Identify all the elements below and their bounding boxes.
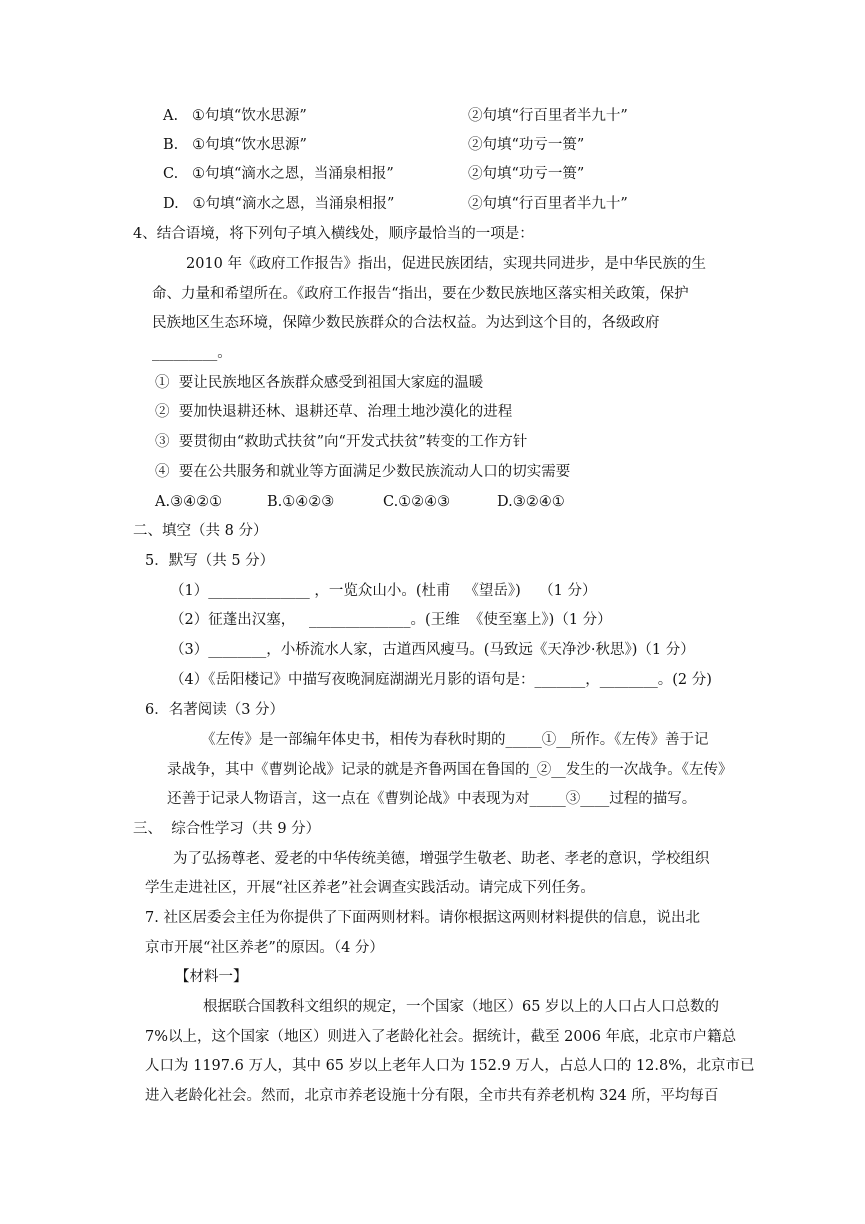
q3-option-b-left — [163, 135, 307, 155]
q4-choice: A.③④②① — [155, 494, 223, 510]
q4-item: ④ 要在公共服务和就业等方面满足少数民族流动人口的切实需要 — [155, 464, 571, 480]
q3-option-d-right: ②句填“行百里者半九十” — [468, 196, 628, 212]
q4-item: ② 要加快退耕还林、退耕还草、治理土地沙漠化的进程 — [155, 404, 513, 420]
q3-option-c-right: ②句填“功亏一篑” — [468, 166, 585, 182]
q6-title: 6．名著阅读（3 分） — [145, 702, 285, 718]
section-3-title: 三、 综合性学习（共 9 分） — [133, 821, 321, 837]
q4-choice: B.①④②③ — [267, 494, 335, 510]
q5-item: （3）________，小桥流水人家，古道西风瘦马。(马致远《天净沙·秋思》)（1 分） — [170, 642, 695, 658]
q5-item: （4）《岳阳楼记》中描写夜晚洞庭湖湖光月影的语句是：_______，________。(2 分) — [170, 672, 712, 688]
q4-item: ③ 要贯彻由“救助式扶贫”向“开发式扶贫”转变的工作方针 — [155, 434, 528, 450]
q4-passage-line: 2010 年《政府工作报告》指出，促进民族团结，实现共同进步，是中华民族的生 — [186, 256, 707, 272]
material-line: 进入老龄化社会。然而，北京市养老设施十分有限，全市共有养老机构 324 所，平均每百 — [145, 1088, 719, 1104]
section-2-title: 二、填空（共 8 分） — [133, 523, 268, 539]
q6-line: 录战争，其中《曹刿论战》记录的就是齐鲁两国在鲁国的_②__发生的一次战争。《左传》 — [167, 762, 733, 778]
q4-passage-blank: _________。 — [152, 345, 232, 361]
q6-line: 《左传》是一部编年体史书，相传为春秋时期的_____①__所作。《左传》善于记 — [201, 732, 709, 748]
q5-item: （1）______________ ，一览众山小。(杜甫 《望岳》) （1 分） — [170, 583, 597, 599]
q5-title: 5．默写（共 5 分） — [145, 553, 275, 569]
q3-option-letter: D. — [163, 196, 179, 212]
q7-stem: 京市开展“社区养老”的原因。（4 分） — [145, 940, 384, 956]
q3-option-letter: A. — [163, 108, 179, 124]
q3-option-letter: C. — [163, 166, 179, 182]
q3-option-d-left — [163, 194, 394, 214]
q3-option-letter: B. — [163, 137, 179, 153]
q4-passage-line: 命、力量和希望所在。《政府工作报告“指出，要在少数民族地区落实相关政策，保护 — [152, 286, 689, 302]
material-line: 根据联合国教科文组织的规定，一个国家（地区）65 岁以上的人口占人口总数的 — [203, 999, 720, 1015]
q6-line: 还善于记录人物语言，这一点在《曹刿论战》中表现为对_____③____过程的描写。 — [167, 791, 697, 807]
q3-option-text: ①句填“饮水思源” — [191, 108, 307, 124]
material-line: 7%以上，这个国家（地区）则进入了老龄化社会。据统计，截至 2006 年底，北京市户籍总 — [145, 1029, 737, 1045]
q4-choice: C.①②④③ — [383, 494, 451, 510]
q4-choice: D.③②④① — [497, 494, 565, 510]
q3-option-text: ①句填“饮水思源” — [192, 137, 307, 153]
q3-option-text: ①句填“滴水之恩，当涌泉相报” — [192, 196, 395, 212]
q3-option-text: ①句填“滴水之恩，当涌泉相报” — [192, 166, 394, 182]
q3-option-a-left — [163, 106, 307, 126]
q4-item: ① 要让民族地区各族群众感受到祖国大家庭的温暖 — [155, 375, 484, 391]
material-line: 人口为 1197.6 万人，其中 65 岁以上老年人口为 152.9 万人，占总人口的 12.8%，北京市已 — [145, 1058, 755, 1074]
section-3-intro: 为了弘扬尊老、爱老的中华传统美德，增强学生敬老、助老、孝老的意识，学校组织 — [173, 851, 710, 867]
material-one-title: 【材料一】 — [175, 969, 248, 985]
q5-item: （2）征蓬出汉塞， ______________。(王维 《使至塞上》)（1 分） — [170, 612, 612, 628]
q3-option-a-right: ②句填“行百里者半九十” — [468, 108, 628, 124]
q4-stem: 4、结合语境，将下列句子填入横线处，顺序最恰当的一项是： — [133, 226, 534, 242]
q7-stem: 7. 社区居委会主任为你提供了下面两则材料。请你根据这两则材料提供的信息，说出北 — [145, 910, 700, 926]
q3-option-b-right: ②句填“功亏一篑” — [468, 137, 585, 153]
q4-passage-line: 民族地区生态环境，保障少数民族群众的合法权益。为达到这个目的，各级政府 — [152, 315, 660, 331]
q3-option-c-left — [163, 164, 394, 184]
section-3-intro: 学生走进社区，开展“社区养老”社会调查实践活动。请完成下列任务。 — [145, 880, 595, 896]
